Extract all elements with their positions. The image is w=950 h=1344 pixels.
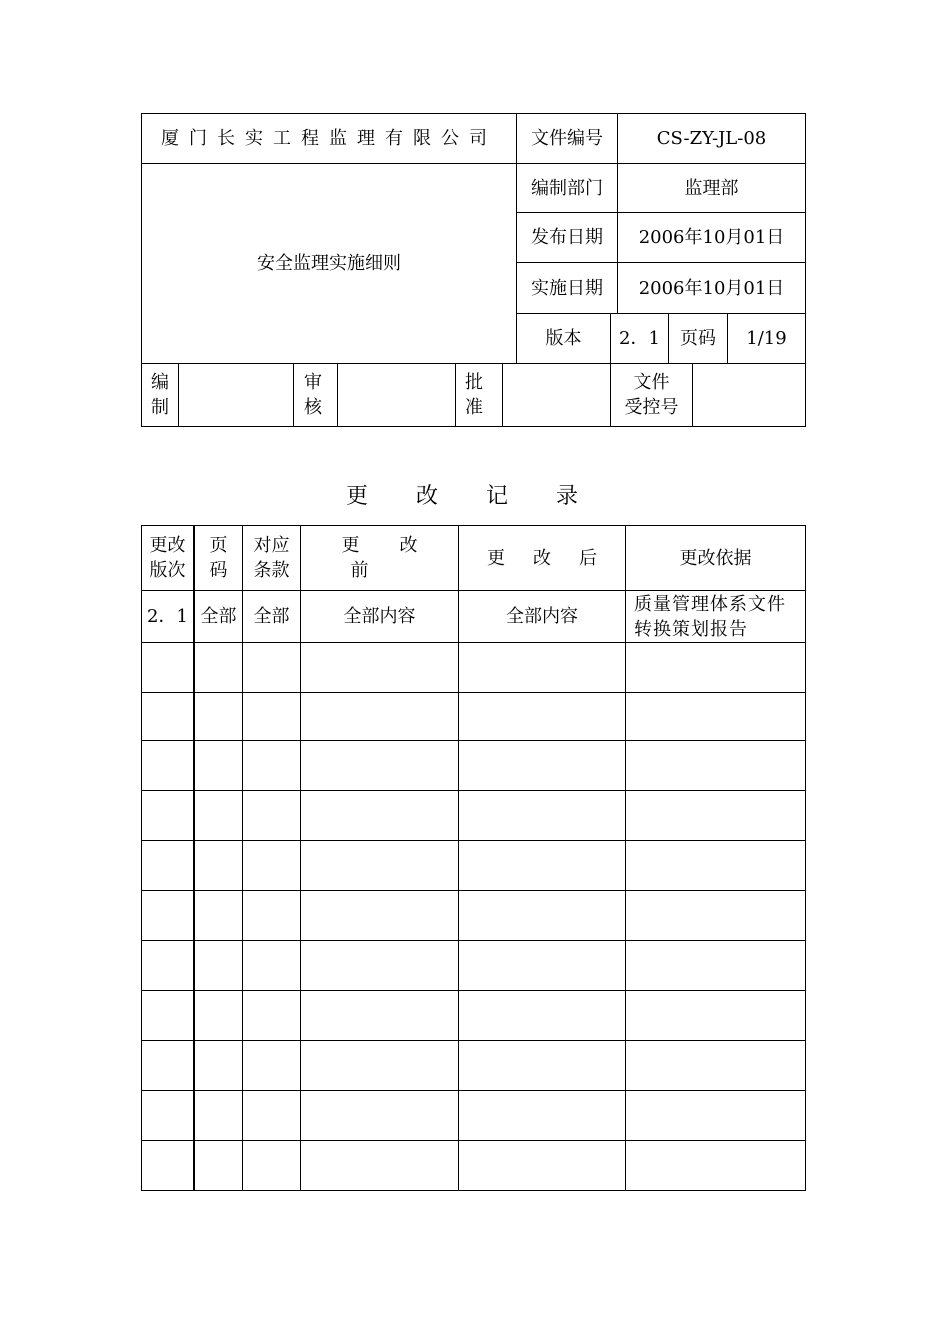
change-record-title: 更改记录 [345,483,626,509]
field-value-effective-date: 2006年10月01日 [638,277,785,299]
sign-edit-field [179,364,293,426]
table-cell: 质量管理体系文件转换策划报告 [634,593,786,640]
table-cell: 全部 [200,606,237,627]
table-cell: 2．1 [147,606,188,627]
field-label-doc-number: 文件编号 [531,128,603,149]
field-label-effective-date: 实施日期 [531,277,603,299]
page-value: 1/19 [746,328,787,349]
table-cell: 全部内容 [506,606,578,627]
version-value: 2．1 [619,328,660,349]
control-number-label: 文件 受控号 [624,372,679,418]
sign-review-label: 审 核 [304,372,322,418]
sign-review-field [338,364,455,426]
field-value-doc-number: CS-ZY-JL-08 [656,128,767,149]
field-value-department: 监理部 [684,177,739,199]
col-header-clause: 对应 条款 [253,535,290,581]
document-title: 安全监理实施细则 [257,253,401,274]
col-header-basis: 更改依据 [679,547,752,569]
col-header-page: 页 码 [209,535,228,581]
page-label: 页码 [680,328,716,349]
version-label: 版本 [545,328,582,349]
sign-approve-field [503,364,610,426]
col-header-version: 更改 版次 [149,535,186,581]
field-value-publish-date: 2006年10月01日 [638,227,785,248]
field-label-publish-date: 发布日期 [531,227,603,248]
table-cell: 全部 [253,606,290,627]
col-header-after: 更改后 [487,547,625,569]
table-cell: 全部内容 [343,606,416,627]
sign-edit-label: 编 制 [151,372,169,418]
company-name: 厦门长实工程监理有限公司 [161,128,497,149]
control-number-field [693,364,805,426]
field-label-department: 编制部门 [531,177,603,199]
col-header-before: 更改前 [341,535,458,581]
sign-approve-label: 批 准 [465,372,483,418]
